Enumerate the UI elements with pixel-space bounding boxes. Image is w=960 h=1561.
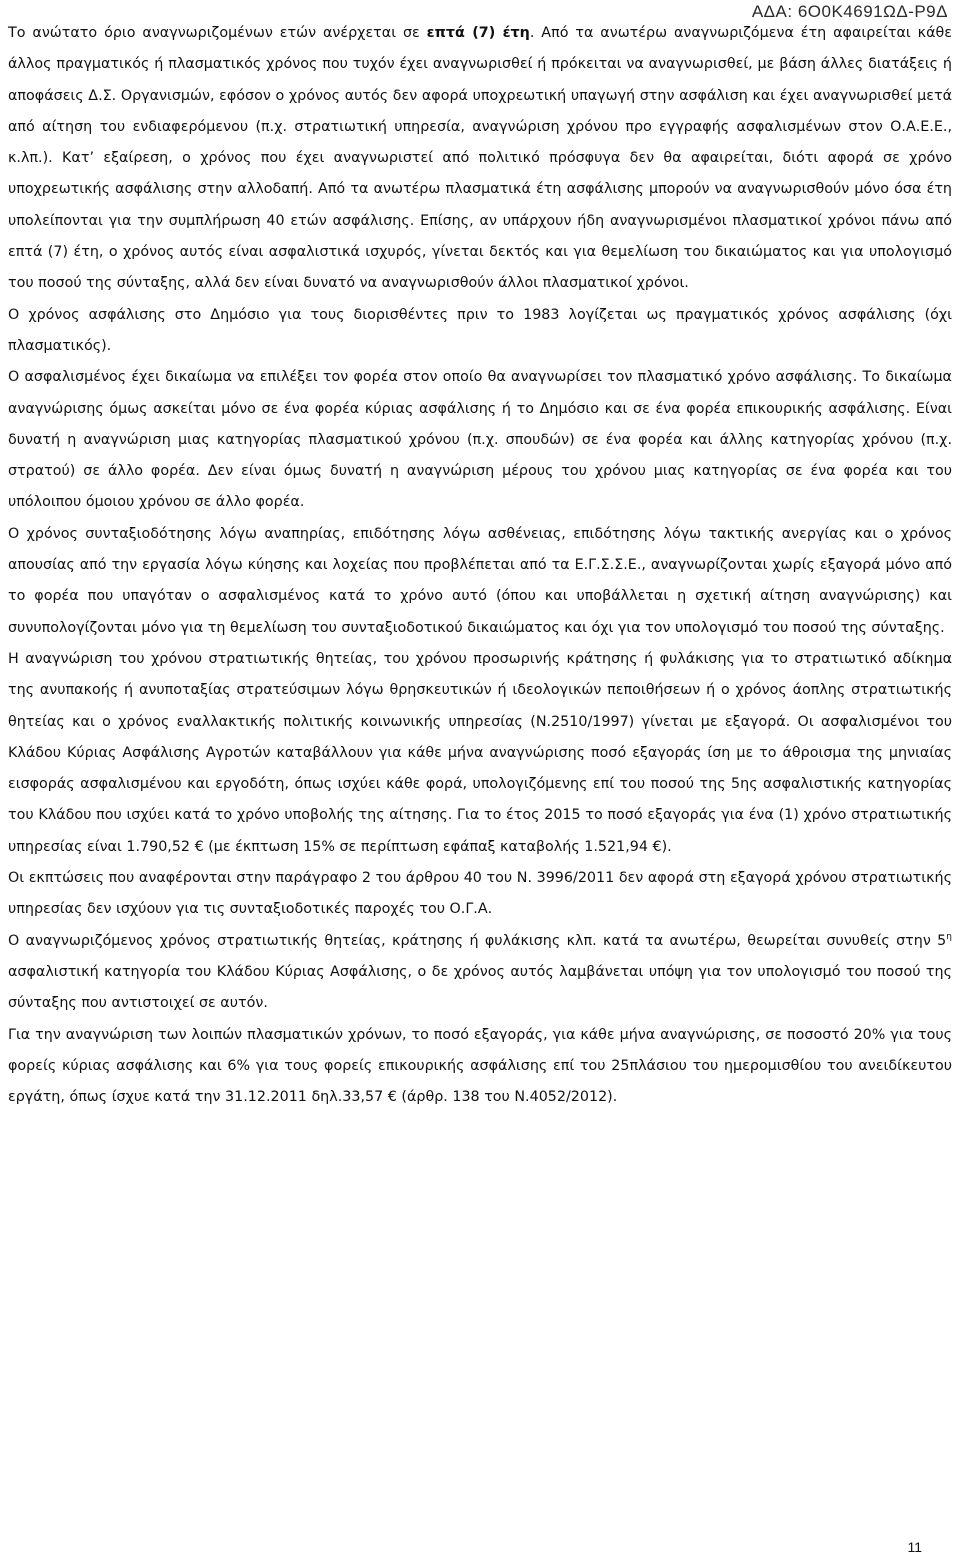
p7-superscript: η xyxy=(946,931,952,942)
paragraph-8: Για την αναγνώριση των λοιπών πλασματικών χρόνων, το ποσό εξαγοράς, για κάθε μήνα αναγνώρισης, σε ποσοστό 20% για τους φορείς κύριας ασφάλισης και 6% για τους φορείς επικουρικής ασφάλισης επί του 25πλάσιου του ημερομισθίου του ανειδίκευτου εργάτη, όπως ίσχυε κατά την 31.12.2011 δηλ.33,57 € (άρθρ. 138 του Ν.4052/2012). xyxy=(8,1026,952,1106)
paragraph-3: Ο ασφαλισμένος έχει δικαίωμα να επιλέξει τον φορέα στον οποίο θα αναγνωρίσει τον πλασματικό χρόνο ασφάλισης. Το δικαίωμα αναγνώρισης όμως ασκείται μόνο σε ένα φορέα κύριας ασφάλισης ή το Δημόσιο και σε ένα φορέα επικουρικής ασφάλισης. Είναι δυνατή η αναγνώριση μιας κατηγορίας πλασματικού χρόνου (π.χ. σπουδών) σε ένα φορέα και άλλης κατηγορίας χρόνου (π.χ. στρατού) σε άλλο φορέα. Δεν είναι όμως δυνατή η αναγνώριση μέρους του χρόνου μιας κατηγορίας σε ένα φορέα και του υπόλοιπου όμοιου χρόνου σε άλλο φορέα. xyxy=(8,369,952,511)
paragraph-7 xyxy=(8,926,952,1020)
p7-text-a: Ο αναγνωριζόμενος χρόνος στρατιωτικής θητείας, κράτησης ή φυλάκισης κλπ. κατά τα ανωτέρω, θεωρείται συνυθείς στην 5 xyxy=(8,932,947,949)
paragraph-2: Ο χρόνος ασφάλισης στο Δημόσιο για τους διορισθέντες πριν το 1983 λογίζεται ως πραγματικός χρόνος ασφάλισης (όχι πλασματικός). xyxy=(8,306,952,354)
p1-bold: επτά (7) έτη xyxy=(426,25,530,41)
p1-text-a: Το ανώτατο όριο αναγνωριζομένων ετών ανέρχεται σε xyxy=(8,25,427,41)
p1-text-c: . Από τα ανωτέρω αναγνωριζόμενα έτη αφαιρείται κάθε άλλος πραγματικός ή πλασματικός χρόνος που τυχόν έχει αναγνωρισθεί ή πρόκειται να αναγνωρισθεί, με βάση άλλες διατάξεις ή αποφάσεις Δ.Σ. Οργανισμών, εφόσον ο χρόνος αυτός δεν αφορά υποχρεωτική υπαγωγή στην ασφάλιση και έχει αναγνωρισθεί μετά από αίτηση του ενδιαφερόμενου (π.χ. στρατιωτική υπηρεσία, αναγνώριση χρόνου προ εγγραφής ασφαλισμένων στον Ο.Α.Ε.Ε., κ.λπ.). Κατ’ εξαίρεση, ο χρόνος που έχει αναγνωριστεί από πολιτικό πρόσφυγα δεν θα αφαιρείται, διότι αφορά σε χρόνο υποχρεωτικής ασφάλισης στην αλλοδαπή. Από τα ανωτέρω πλασματικά έτη ασφάλισης μπορούν να αναγνωρισθούν μόνο όσα έτη υπολείπονται για την συμπλήρωση 40 ετών ασφάλισης. Επίσης, αν υπάρχουν ήδη αναγνωρισμένοι πλασματικοί χρόνοι πάνω από επτά (7) έτη, ο χρόνος αυτός είναι ασφαλιστικά ισχυρός, γίνεται δεκτός και για θεμελίωση του δικαιώματος και για υπολογισμό του ποσού της σύνταξης, αλλά δεν είναι δυνατό να αναγνωρισθούν άλλοι πλασματικοί χρόνοι. xyxy=(8,25,952,292)
document-body xyxy=(8,18,952,1113)
ada-code: ΑΔΑ: 6Ο0Κ4691ΩΔ-Ρ9Δ xyxy=(751,2,948,21)
paragraph-6: Οι εκπτώσεις που αναφέρονται στην παράγραφο 2 του άρθρου 40 του Ν. 3996/2011 δεν αφορά στη εξαγορά χρόνου στρατιωτικής υπηρεσίας δεν ισχύουν για τις συνταξιοδοτικές παροχές του Ο.Γ.Α. xyxy=(8,870,952,918)
page-number: 11 xyxy=(907,1539,922,1555)
p7-text-b: ασφαλιστική κατηγορία του Κλάδου Κύριας Ασφάλισης, ο δε χρόνος αυτός λαμβάνεται υπόψη για τον υπολογισμό του ποσού της σύνταξης που αντιστοιχεί σε αυτόν. xyxy=(8,963,952,1012)
paragraph-4: Ο χρόνος συνταξιοδότησης λόγω αναπηρίας, επιδότησης λόγω ασθένειας, επιδότησης λόγω τακτικής ανεργίας και ο χρόνος απουσίας από την εργασία λόγω κύησης και λοχείας που προβλέπεται από τα Ε.Γ.Σ.Σ.Ε., αναγνωρίζονται χωρίς εξαγορά μόνο από το φορέα που υπαγόταν ο ασφαλισμένος κατά το χρόνο αυτό (όπου και υποβάλλεται η σχετική αίτηση αναγνώρισης) και συνυπολογίζονται μόνο για τη θεμελίωση του συνταξιοδοτικού δικαιώματος και όχι για τον υπολογισμό του ποσού της σύνταξης. xyxy=(8,525,952,636)
paragraph-1 xyxy=(8,18,952,300)
paragraph-5: Η αναγνώριση του χρόνου στρατιωτικής θητείας, του χρόνου προσωρινής κράτησης ή φυλάκισης για το στρατιωτικό αδίκημα της ανυπακοής ή ανυποταξίας στρατεύσιμων λόγω θρησκευτικών ή ιδεολογικών πεποιθήσεων ή ο χρόνος άοπλης στρατιωτικής θητείας και ο χρόνος εναλλακτικής πολιτικής κοινωνικής υπηρεσίας (Ν.2510/1997) γίνεται με εξαγορά. Οι ασφαλισμένοι του Κλάδου Κύριας Ασφάλισης Αγροτών καταβάλλουν για κάθε μήνα αναγνώρισης ποσό εξαγοράς ίση με το άθροισμα της μηνιαίας εισφοράς ασφαλισμένου και εργοδότη, όπως ισχύει κάθε φορά, υπολογιζόμενης επί του ποσού της 5ης ασφαλιστικής κατηγορίας του Κλάδου που ισχύει κατά το χρόνο υποβολής της αίτησης. Για το έτος 2015 το ποσό εξαγοράς για ένα (1) χρόνο στρατιωτικής υπηρεσίας είναι 1.790,52 € (με έκπτωση 15% σε περίπτωση εφάπαξ καταβολής 1.521,94 €). xyxy=(8,650,952,855)
